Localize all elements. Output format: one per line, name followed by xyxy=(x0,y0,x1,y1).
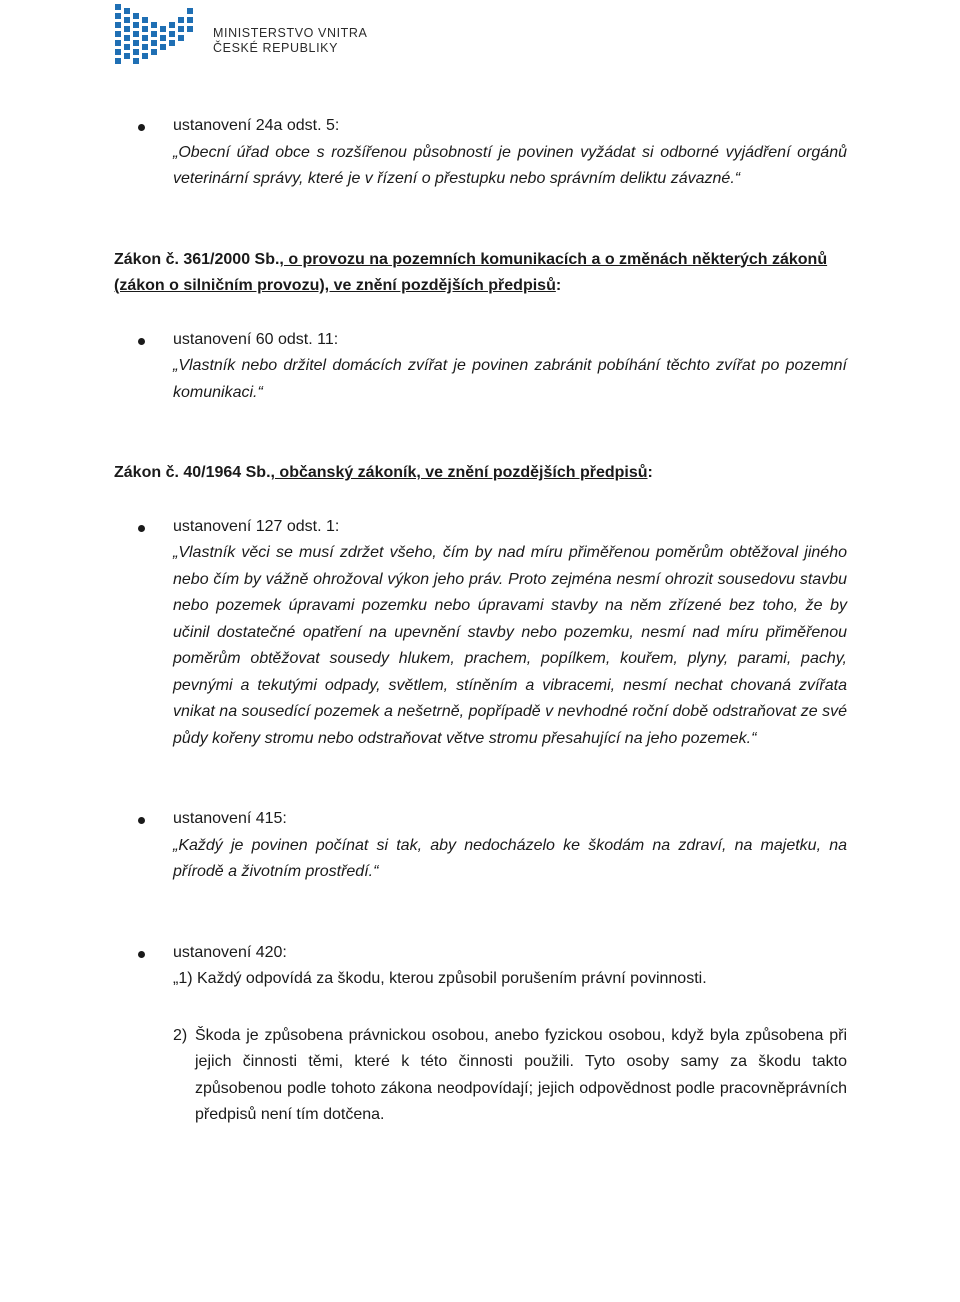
provision-60 xyxy=(114,327,847,407)
provision-24a xyxy=(114,113,847,193)
law-361-heading xyxy=(114,247,847,300)
provision-label: ustanovení 127 odst. 1: xyxy=(173,517,340,535)
provision-quote: „Obecní úřad obce s rozšířenou působností je povinen vyžádat si odborné vyjádření orgánů veterinární správy, které je v řízení o přestupku nebo správním deliktu závazné.“ xyxy=(173,143,847,187)
item-text: Škoda je způsobena právnickou osobou, anebo fyzickou osobou, když byla způsobena při jejich činnosti těmi, které k této činnosti použili. Tyto osoby samy za škodu takto způsobenou podle tohoto zákona neodpovídají; jejich odpovědnost podle pracovněprávních předpisů není tím dotčena. xyxy=(195,1026,847,1123)
law-40-heading xyxy=(114,460,847,487)
provision-415 xyxy=(114,806,847,886)
law-title: , občanský zákoník, ve znění pozdějších předpisů xyxy=(270,464,648,481)
provision-quote: „Vlastník nebo držitel domácích zvířat je povinen zabránit pobíhání těchto zvířat po pozemní komunikaci.“ xyxy=(173,357,847,401)
provision-quote: „Vlastník věci se musí zdržet všeho, čím by nad míru přiměřenou poměrům obtěžoval jiného nebo čím by vážně ohrožoval výkon jeho práv. Proto zejména nesmí ohrozit sousedovu stavbu nebo pozemek úpravami pozemku nebo úpravami stavby na něm zřízené bez toho, že by učinil dostatečné opatření na upevnění stavby nebo pozemku, nesmí nad míru přiměřenou poměrům obtěžovat sousedy hlukem, prachem, popílkem, kouřem, plyny, parami, pachy, pevnými a tekutými odpady, světlem, stíněním a vibracemi, nesmí nechat chovaná zvířata vnikat na sousedící pozemek a nešetrně, popřípadě v nevhodné roční době odstraňovat ze své půdy kořeny stromu nebo odstraňovat větve stromu přesahující na jeho pozemek.“ xyxy=(173,544,847,747)
logo-line-2: ČESKÉ REPUBLIKY xyxy=(213,41,339,55)
provision-label: ustanovení 60 odst. 11: xyxy=(173,330,339,348)
bullet-dot-icon xyxy=(138,817,145,824)
law-number: Zákon č. 40/1964 Sb. xyxy=(114,464,271,481)
ministry-logo-mark-icon xyxy=(113,2,201,66)
ministry-logo-text xyxy=(213,26,393,56)
law-title: , o provozu na pozemních komunikacích a o změnách některých zákonů (zákon o silničním provozu), ve znění pozdějších předpisů xyxy=(114,250,828,294)
item-number: 2) xyxy=(173,1026,188,1044)
provision-quote: „1) Každý odpovídá za škodu, kterou způsobil porušením právní povinnosti. xyxy=(173,970,707,987)
bullet-dot-icon xyxy=(138,124,145,131)
provision-quote: „Každý je povinen počínat si tak, aby nedocházelo ke škodám na zdraví, na majetku, na přírodě a životním prostředí.“ xyxy=(173,836,847,880)
provision-label: ustanovení 24a odst. 5: xyxy=(173,117,340,134)
document-body xyxy=(114,113,847,1129)
logo-line-1: MINISTERSTVO VNITRA xyxy=(213,26,368,40)
law-number: Zákon č. 361/2000 Sb. xyxy=(114,250,280,268)
provision-420-item-2 xyxy=(114,1023,847,1129)
provision-420 xyxy=(114,940,847,993)
law-colon: : xyxy=(555,277,562,294)
provision-label: ustanovení 415: xyxy=(173,810,287,827)
bullet-dot-icon xyxy=(138,338,145,345)
provision-127 xyxy=(114,514,847,753)
bullet-dot-icon xyxy=(138,951,145,958)
provision-label: ustanovení 420: xyxy=(173,943,287,961)
bullet-dot-icon xyxy=(138,525,145,532)
law-colon: : xyxy=(647,464,653,481)
